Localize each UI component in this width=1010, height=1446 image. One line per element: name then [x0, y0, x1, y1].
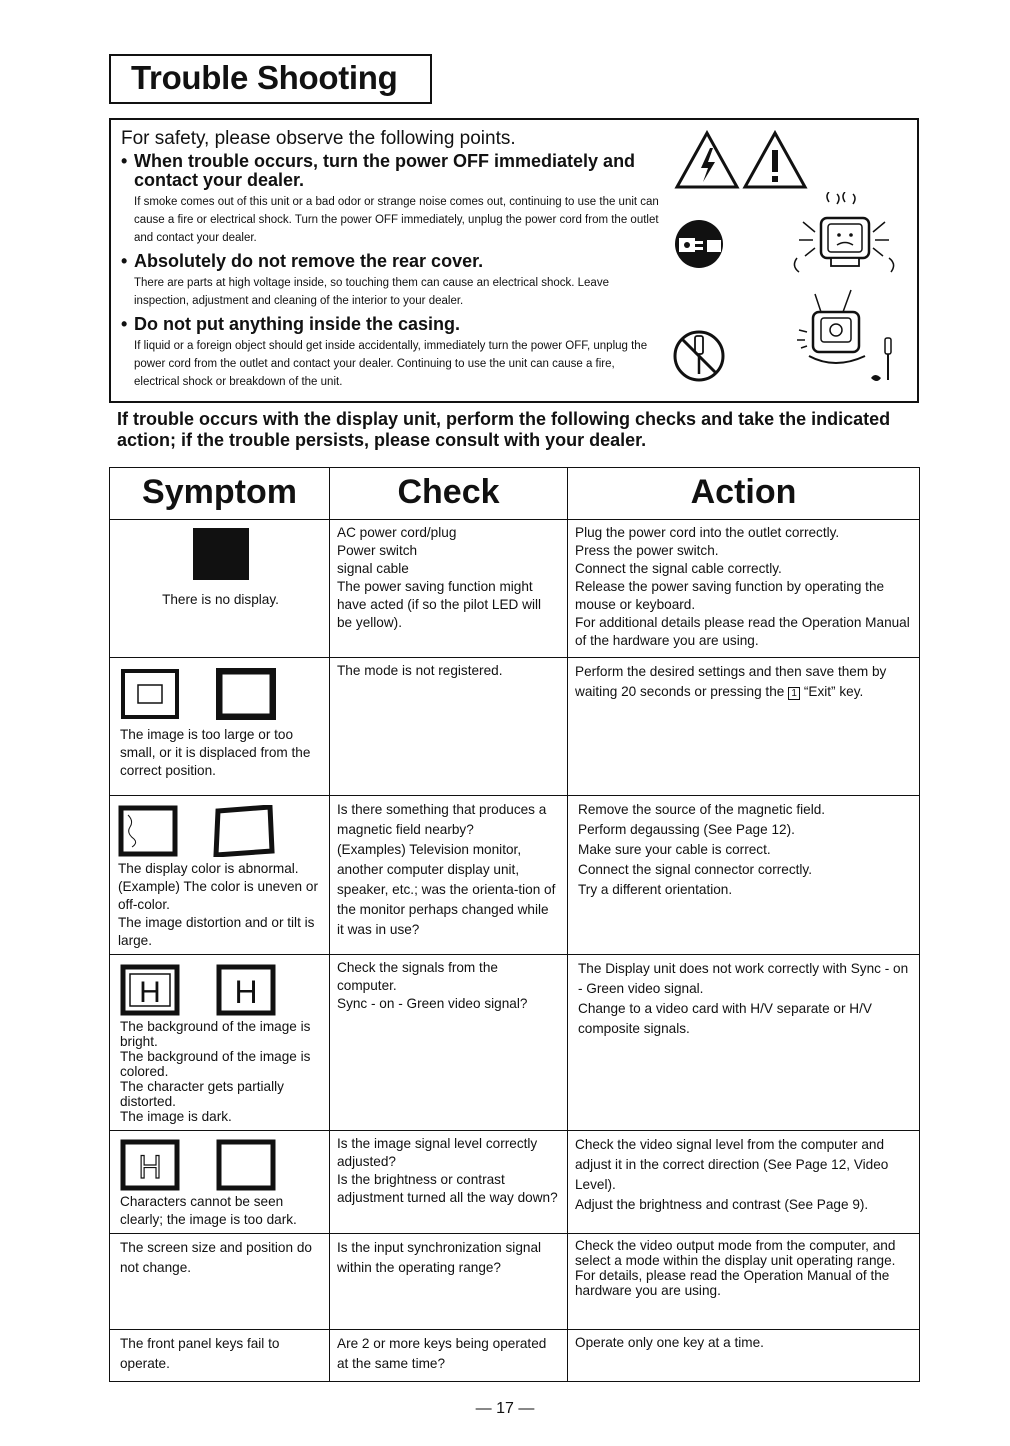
- h-letter: H: [139, 976, 161, 1009]
- table-header-row: [110, 468, 920, 520]
- check-line: Check the signals from the computer.: [337, 960, 498, 993]
- safety-body-casing: If liquid or a foreign object should get inside accidentally, immediately turn the power OFF, unplug the power cord from the outlet and contact your dealer. Continuing to use the unit can cause a fire, electrical shock or breakdown of the unit.: [134, 340, 648, 388]
- caution-warning-icon: [742, 130, 808, 190]
- table-row: [110, 955, 920, 1131]
- action-cell: [568, 1330, 920, 1382]
- table-row: [110, 658, 920, 796]
- symptom-text: Characters cannot be seen clearly; the image is too dark.: [120, 1194, 297, 1227]
- bullet-dot: •: [121, 314, 128, 334]
- safety-body-power-off: If smoke comes out of this unit or a bad odor or strange noise comes out, continuing to use the unit can cause a fire or electrical shock. Turn the power OFF immediately, unplug the power cord from the outlet and contact your dealer.: [134, 196, 659, 244]
- action-line: For additional details please read the Operation Manual of the hardware you are using.: [575, 615, 910, 648]
- table-row: [110, 1330, 920, 1382]
- table-row: [110, 520, 920, 658]
- action-line: Make sure your cable is correct.: [578, 842, 771, 857]
- symptom-cell: [110, 1234, 330, 1330]
- safety-heading-casing-text: Do not put anything inside the casing.: [134, 314, 461, 334]
- symptom-text: (Example) The color is uneven or off-color.: [118, 879, 318, 912]
- open-monitor-icon: [771, 286, 901, 396]
- action-line: Adjust the brightness and contrast (See Page 9).: [575, 1197, 869, 1212]
- safety-notice-box: [109, 118, 919, 403]
- page-number: — 17 —: [475, 1400, 535, 1417]
- action-line: Release the power saving function by operating the mouse or keyboard.: [575, 579, 885, 612]
- small-image-monitor-icon: [120, 668, 180, 720]
- table-row: [110, 1131, 920, 1234]
- symptom-text: The background of the image is bright.: [120, 1019, 311, 1049]
- check-cell: [330, 1330, 568, 1382]
- check-line: The mode is not registered.: [337, 663, 503, 678]
- color-uneven-monitor-icon: [118, 805, 178, 857]
- symptom-cell: [110, 796, 330, 955]
- check-line: Is the image signal level correctly adjusted?: [337, 1136, 538, 1169]
- action-text: “Exit” key.: [800, 684, 864, 699]
- symptom-text: The screen size and position do not change.: [120, 1240, 312, 1275]
- black-screen-icon: [189, 526, 253, 582]
- action-cell: [568, 1234, 920, 1330]
- symptom-text: The background of the image is colored.: [120, 1049, 311, 1079]
- trouble-table: [109, 467, 920, 1382]
- safety-intro: For safety, please observe the following points.: [121, 128, 516, 149]
- header-symptom: Symptom: [110, 468, 330, 520]
- symptom-text: The front panel keys fail to operate.: [120, 1336, 280, 1371]
- symptom-text: The image is dark.: [120, 1109, 232, 1124]
- bullet-dot: •: [121, 251, 128, 271]
- symptom-cell: [110, 955, 330, 1131]
- page-title: Trouble Shooting: [109, 54, 432, 104]
- action-cell: [568, 1131, 920, 1234]
- h-letter: H: [138, 1149, 162, 1185]
- unplug-icon: [673, 218, 725, 270]
- action-line: Plug the power cord into the outlet correctly.: [575, 525, 840, 540]
- h-letter: H: [234, 974, 258, 1010]
- exit-key-icon: 1: [788, 687, 800, 700]
- action-cell: [568, 796, 920, 955]
- symptom-cell: [110, 520, 330, 658]
- check-line: Sync - on - Green video signal?: [337, 996, 528, 1011]
- large-image-monitor-icon: [216, 668, 276, 720]
- action-line: Try a different orientation.: [578, 882, 733, 897]
- check-line: Is the input synchronization signal within the operating range?: [337, 1240, 542, 1275]
- check-cell: [330, 1234, 568, 1330]
- action-text: Perform the desired settings and then save them by waiting 20 seconds or pressing the: [575, 664, 887, 699]
- smoking-monitor-icon: [781, 192, 901, 290]
- check-line: (Examples) Television monitor, another computer display unit, speaker, etc.; was the orienta-tion of the monitor perhaps changed while it was in use?: [337, 842, 556, 937]
- instruction-text: If trouble occurs with the display unit, perform the following checks and take the indicated action; if the trouble persists, please consult with your dealer.: [117, 409, 891, 450]
- symptom-text: The image is too large or too small, or it is displaced from the correct position.: [120, 727, 311, 778]
- action-cell: [568, 658, 920, 796]
- action-line: Operate only one key at a time.: [575, 1335, 764, 1350]
- faint-characters-h-icon: [120, 1139, 180, 1191]
- symptom-text: The image distortion and or tilt is large.: [118, 915, 315, 948]
- bullet-dot: •: [121, 151, 128, 171]
- action-line: Press the power switch.: [575, 543, 719, 558]
- check-cell: [330, 658, 568, 796]
- no-screwdriver-icon: [671, 328, 727, 384]
- header-action: Action: [568, 468, 920, 520]
- symptom-text: There is no display.: [162, 592, 279, 607]
- check-line: signal cable: [337, 561, 409, 576]
- check-line: AC power cord/plug: [337, 525, 457, 540]
- dark-screen-monitor-icon: [216, 1139, 276, 1191]
- check-line: The power saving function might have acted (if so the pilot LED will be yellow).: [337, 579, 542, 630]
- check-cell: [330, 796, 568, 955]
- symptom-text: The character gets partially distorted.: [120, 1079, 284, 1109]
- check-line: Are 2 or more keys being operated at the same time?: [337, 1336, 547, 1371]
- check-cell: [330, 955, 568, 1131]
- tilted-image-monitor-icon: [212, 805, 276, 857]
- action-line: Check the video signal level from the computer and adjust it in the correct direction (See Page 12, Video Level).: [575, 1137, 889, 1192]
- action-line: Change to a video card with H/V separate or H/V composite signals.: [578, 1001, 872, 1036]
- safety-heading-power-off-text: When trouble occurs, turn the power OFF immediately and contact your dealer.: [134, 151, 636, 190]
- colored-background-h-icon: [216, 964, 276, 1016]
- check-cell: [330, 520, 568, 658]
- action-line: Perform degaussing (See Page 12).: [578, 822, 795, 837]
- safety-heading-rear-cover-text: Absolutely do not remove the rear cover.: [134, 251, 484, 271]
- symptom-cell: [110, 658, 330, 796]
- action-line: Connect the signal cable correctly.: [575, 561, 782, 576]
- check-cell: [330, 1131, 568, 1234]
- action-line: The Display unit does not work correctly with Sync - on - Green video signal.: [578, 961, 909, 996]
- header-check: Check: [330, 468, 568, 520]
- electric-shock-warning-icon: [674, 130, 740, 190]
- action-line: Check the video output mode from the computer, and select a mode within the display unit operating range.: [575, 1238, 896, 1268]
- action-line: For details, please read the Operation Manual of the hardware you are using.: [575, 1268, 890, 1298]
- table-row: [110, 1234, 920, 1330]
- action-cell: [568, 520, 920, 658]
- check-line: Is the brightness or contrast adjustment turned all the way down?: [337, 1172, 558, 1205]
- symptom-cell: [110, 1330, 330, 1382]
- action-line: Remove the source of the magnetic field.: [578, 802, 826, 817]
- check-line: Is there something that produces a magnetic field nearby?: [337, 802, 547, 837]
- action-line: Connect the signal connector correctly.: [578, 862, 812, 877]
- bright-background-h-icon: [120, 964, 180, 1016]
- symptom-cell: [110, 1131, 330, 1234]
- table-row: [110, 796, 920, 955]
- symptom-text: The display color is abnormal.: [118, 861, 299, 876]
- check-line: Power switch: [337, 543, 418, 558]
- safety-heading-power-off: [121, 152, 661, 190]
- action-cell: [568, 955, 920, 1131]
- safety-body-rear-cover: There are parts at high voltage inside, so touching them can cause an electrical shock. Leave inspection, adjustment and cleaning of the interior to your dealer.: [134, 277, 609, 307]
